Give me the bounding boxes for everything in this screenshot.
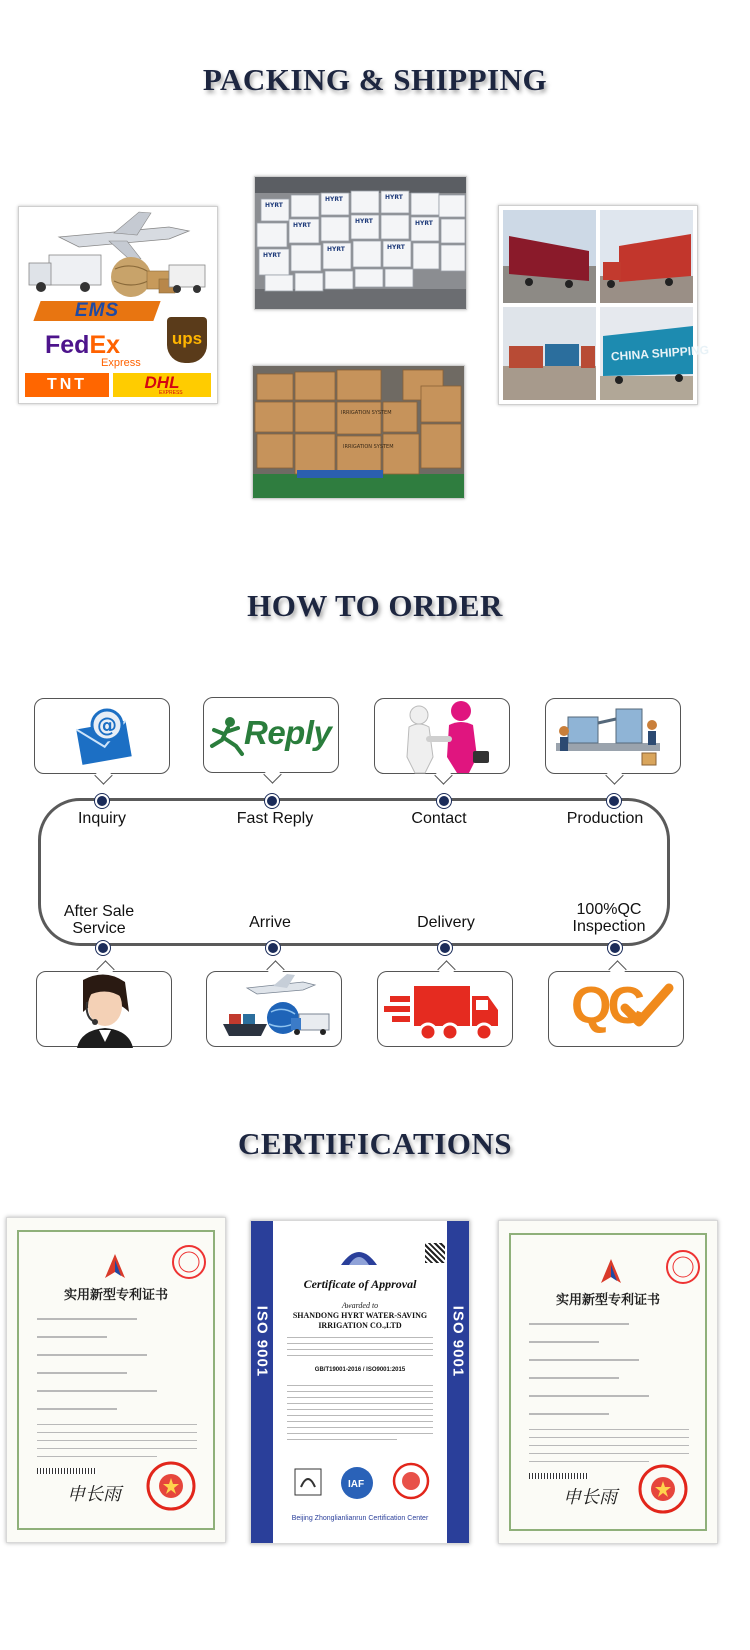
certification-emblem — [337, 1239, 381, 1269]
after-sale-line-2: Service — [72, 920, 126, 937]
company-name-line-2: IRRIGATION CO.,LTD — [318, 1321, 402, 1330]
text-line — [37, 1456, 157, 1457]
certificate-title: 实用新型专利证书 — [63, 1288, 168, 1303]
box-label: HYRT — [415, 220, 433, 227]
step-qc-label — [539, 901, 679, 935]
certification-mark — [293, 1467, 323, 1497]
step-production-label: Production — [566, 810, 644, 827]
certificate-standard: GB/T19001-2016 / ISO9001:2015 — [314, 1367, 406, 1373]
reply-logo: Reply — [244, 714, 332, 751]
text-line — [529, 1323, 629, 1325]
text-line — [37, 1318, 137, 1320]
factory-conveyor-icon — [546, 699, 682, 775]
dhl-express: EXPRESS — [159, 390, 183, 396]
iso-certificate — [250, 1220, 470, 1544]
patent-certificate-left — [6, 1217, 226, 1543]
red-seal-top — [169, 1242, 209, 1282]
contact-bubble — [374, 698, 510, 774]
after-sale-bubble — [36, 971, 172, 1047]
text-line — [287, 1337, 433, 1338]
box-label: HYRT — [325, 196, 343, 203]
step-delivery-label: Delivery — [417, 914, 475, 931]
text-line — [529, 1359, 639, 1361]
box-label: HYRT — [327, 246, 345, 253]
qc-logo: QC — [571, 977, 641, 1035]
text-line — [287, 1391, 433, 1392]
fast-reply-bubble — [203, 697, 339, 773]
patent-office-emblem — [591, 1257, 631, 1287]
fedex-fed: Fed — [45, 331, 90, 359]
red-official-seal — [145, 1460, 197, 1512]
tnt-logo: TNT — [46, 376, 88, 393]
text-line — [37, 1408, 117, 1410]
step-dot — [96, 941, 110, 955]
arrive-bubble — [206, 971, 342, 1047]
text-line — [287, 1355, 433, 1356]
iaf-logo — [339, 1465, 375, 1501]
qc-line-2: Inspection — [572, 918, 646, 935]
box-label: HYRT — [263, 252, 281, 259]
text-line — [287, 1343, 433, 1344]
text-line — [37, 1424, 197, 1425]
courier-logos-image — [18, 206, 218, 404]
running-man-icon — [208, 716, 248, 756]
iso-side-label-right: ISO 9001 — [449, 1305, 467, 1378]
support-agent-icon — [37, 972, 173, 1048]
text-line — [529, 1429, 689, 1430]
email-icon — [35, 699, 171, 775]
bubble-tail — [263, 765, 281, 783]
step-dot — [438, 941, 452, 955]
qc-bubble — [548, 971, 684, 1047]
text-line — [529, 1377, 619, 1379]
step-contact-label: Contact — [411, 810, 467, 827]
text-line — [37, 1432, 197, 1433]
fedex-ex: Ex — [89, 331, 121, 359]
step-dot — [608, 941, 622, 955]
brown-cartons-graphic — [253, 366, 464, 498]
ups-logo: ups — [171, 329, 203, 348]
svg-text:@: @ — [97, 713, 117, 737]
certification-center-name: Beijing Zhonglianlianrun Certification Center — [291, 1515, 429, 1522]
warehouse-boxes-photo — [254, 176, 467, 310]
step-fast-reply-label: Fast Reply — [236, 810, 314, 827]
text-line — [529, 1395, 649, 1397]
packing-shipping-title: PACKING & SHIPPING — [202, 62, 548, 97]
text-line — [287, 1439, 397, 1440]
patent-certificate-right — [498, 1220, 718, 1544]
text-line — [529, 1461, 649, 1462]
handshake-people-icon — [375, 699, 511, 775]
awarded-to: Awarded to — [341, 1301, 379, 1310]
certifications-title: CERTIFICATIONS — [237, 1126, 513, 1161]
fedex-express: Express — [101, 357, 141, 369]
text-line — [287, 1349, 433, 1350]
step-dot — [607, 794, 621, 808]
global-logistics-icon — [207, 972, 343, 1048]
text-line — [37, 1336, 107, 1338]
delivery-truck-icon — [378, 972, 514, 1048]
text-line — [287, 1433, 433, 1434]
container-trucks-graphic — [499, 206, 710, 404]
box-label: HYRT — [293, 222, 311, 229]
text-line — [37, 1372, 127, 1374]
cartons-photo — [252, 365, 465, 499]
text-line — [287, 1385, 433, 1386]
step-dot — [95, 794, 109, 808]
carton-label: IRRIGATION SYSTEM — [341, 410, 392, 416]
text-line — [529, 1437, 689, 1438]
step-dot — [437, 794, 451, 808]
text-line — [37, 1390, 157, 1392]
qc-line-1: 100%QC — [576, 901, 642, 918]
text-line — [529, 1341, 599, 1343]
production-bubble — [545, 698, 681, 774]
text-line — [287, 1421, 433, 1422]
checkmark-icon — [615, 982, 675, 1032]
fedex-logo — [45, 331, 120, 360]
red-official-seal — [637, 1463, 689, 1515]
barcode — [529, 1473, 589, 1479]
text-line — [287, 1415, 433, 1416]
box-label: HYRT — [265, 202, 283, 209]
step-dot — [266, 941, 280, 955]
stacked-white-boxes-graphic — [255, 177, 466, 309]
text-line — [287, 1403, 433, 1404]
china-shipping-text: CHINA SHIPPING — [610, 342, 710, 364]
box-label: HYRT — [355, 218, 373, 225]
inquiry-bubble — [34, 698, 170, 774]
carton-label: IRRIGATION SYSTEM — [343, 444, 394, 450]
text-line — [37, 1354, 147, 1356]
iso-side-label-left: ISO 9001 — [253, 1305, 271, 1378]
step-inquiry-label: Inquiry — [77, 810, 127, 827]
step-after-sale-label — [29, 903, 169, 937]
signature: 申长雨 — [67, 1484, 121, 1505]
svg-text:IAF: IAF — [348, 1479, 365, 1490]
dhl-logo: DHL — [144, 373, 180, 392]
box-label: HYRT — [387, 244, 405, 251]
text-line — [529, 1453, 689, 1454]
company-name-line-1: SHANDONG HYRT WATER-SAVING — [292, 1311, 428, 1320]
text-line — [529, 1413, 609, 1415]
delivery-bubble — [377, 971, 513, 1047]
how-to-order-title: HOW TO ORDER — [247, 588, 503, 623]
signature: 申长雨 — [563, 1487, 617, 1508]
text-line — [287, 1409, 433, 1410]
box-label: HYRT — [385, 194, 403, 201]
text-line — [287, 1397, 433, 1398]
barcode — [37, 1468, 97, 1474]
ems-logo: EMS — [74, 300, 120, 321]
red-seal-top — [663, 1247, 703, 1287]
qr-code — [425, 1243, 445, 1263]
certificate-title: 实用新型专利证书 — [555, 1293, 660, 1308]
container-trucks-collage — [498, 205, 710, 405]
after-sale-line-1: After Sale — [63, 903, 135, 920]
step-dot — [265, 794, 279, 808]
patent-office-emblem — [95, 1252, 135, 1282]
red-official-seal — [391, 1461, 431, 1501]
certificate-heading: Certificate of Approval — [303, 1277, 417, 1291]
text-line — [287, 1427, 433, 1428]
text-line — [37, 1448, 197, 1449]
step-arrive-label: Arrive — [249, 914, 291, 931]
text-line — [37, 1440, 197, 1441]
text-line — [529, 1445, 689, 1446]
